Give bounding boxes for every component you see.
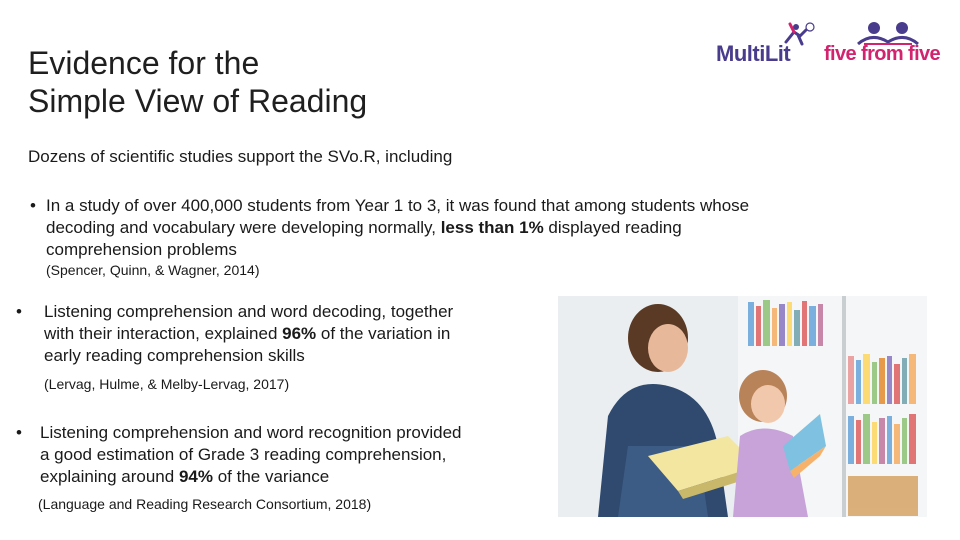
- bullet-1-line-2: decoding and vocabulary were developing normally, less than 1% displayed reading: [46, 218, 682, 237]
- logo-area: [714, 20, 954, 70]
- bullet-3-line-1: Listening comprehension and word recognition provided: [40, 423, 462, 442]
- bullet-dot: •: [16, 302, 22, 321]
- photo-mother-daughter-reading: [558, 296, 927, 517]
- bullet-2-line-3: early reading comprehension skills: [44, 346, 305, 365]
- multilit-logo-text: MultiLit: [716, 41, 791, 66]
- bullet-2-line-1: Listening comprehension and word decoding, together: [44, 302, 454, 321]
- bullet-3-line-3: explaining around 94% of the variance: [40, 467, 330, 486]
- stat-96: 96%: [282, 324, 317, 343]
- bullet-dot: •: [16, 423, 22, 442]
- bullet-1-line-1: In a study of over 400,000 students from Year 1 to 3, it was found that among students whose: [46, 196, 750, 215]
- title-line-1: Evidence for the: [28, 45, 260, 81]
- bullet-3-line-2: a good estimation of Grade 3 reading comprehension,: [40, 445, 447, 464]
- bullet-dot: •: [30, 196, 36, 215]
- bullet-1-line-3: comprehension problems: [46, 240, 237, 259]
- five-from-five-logo-text: five from five: [824, 43, 941, 65]
- slide-title: [28, 44, 588, 120]
- multilit-logo: [714, 20, 824, 70]
- reading-photo-illustration: [558, 296, 927, 517]
- five-from-five-logo: [822, 20, 954, 70]
- title-line-2: Simple View of Reading: [28, 83, 368, 119]
- bullet-1: [30, 195, 910, 261]
- stat-less-than-1: less than 1%: [440, 218, 544, 237]
- bullet-2: [16, 301, 546, 367]
- citation-3: (Language and Reading Research Consortium, 2018): [38, 496, 372, 512]
- intro-text: Dozens of scientific studies support the SVo.R, including: [28, 147, 453, 166]
- stat-94: 94%: [178, 467, 213, 486]
- bullet-3: [16, 422, 546, 488]
- bullet-2-line-2: with their interaction, explained 96% of the variation in: [44, 324, 451, 343]
- citation-2: (Lervag, Hulme, & Melby-Lervag, 2017): [44, 376, 290, 392]
- citation-1: (Spencer, Quinn, & Wagner, 2014): [46, 262, 260, 278]
